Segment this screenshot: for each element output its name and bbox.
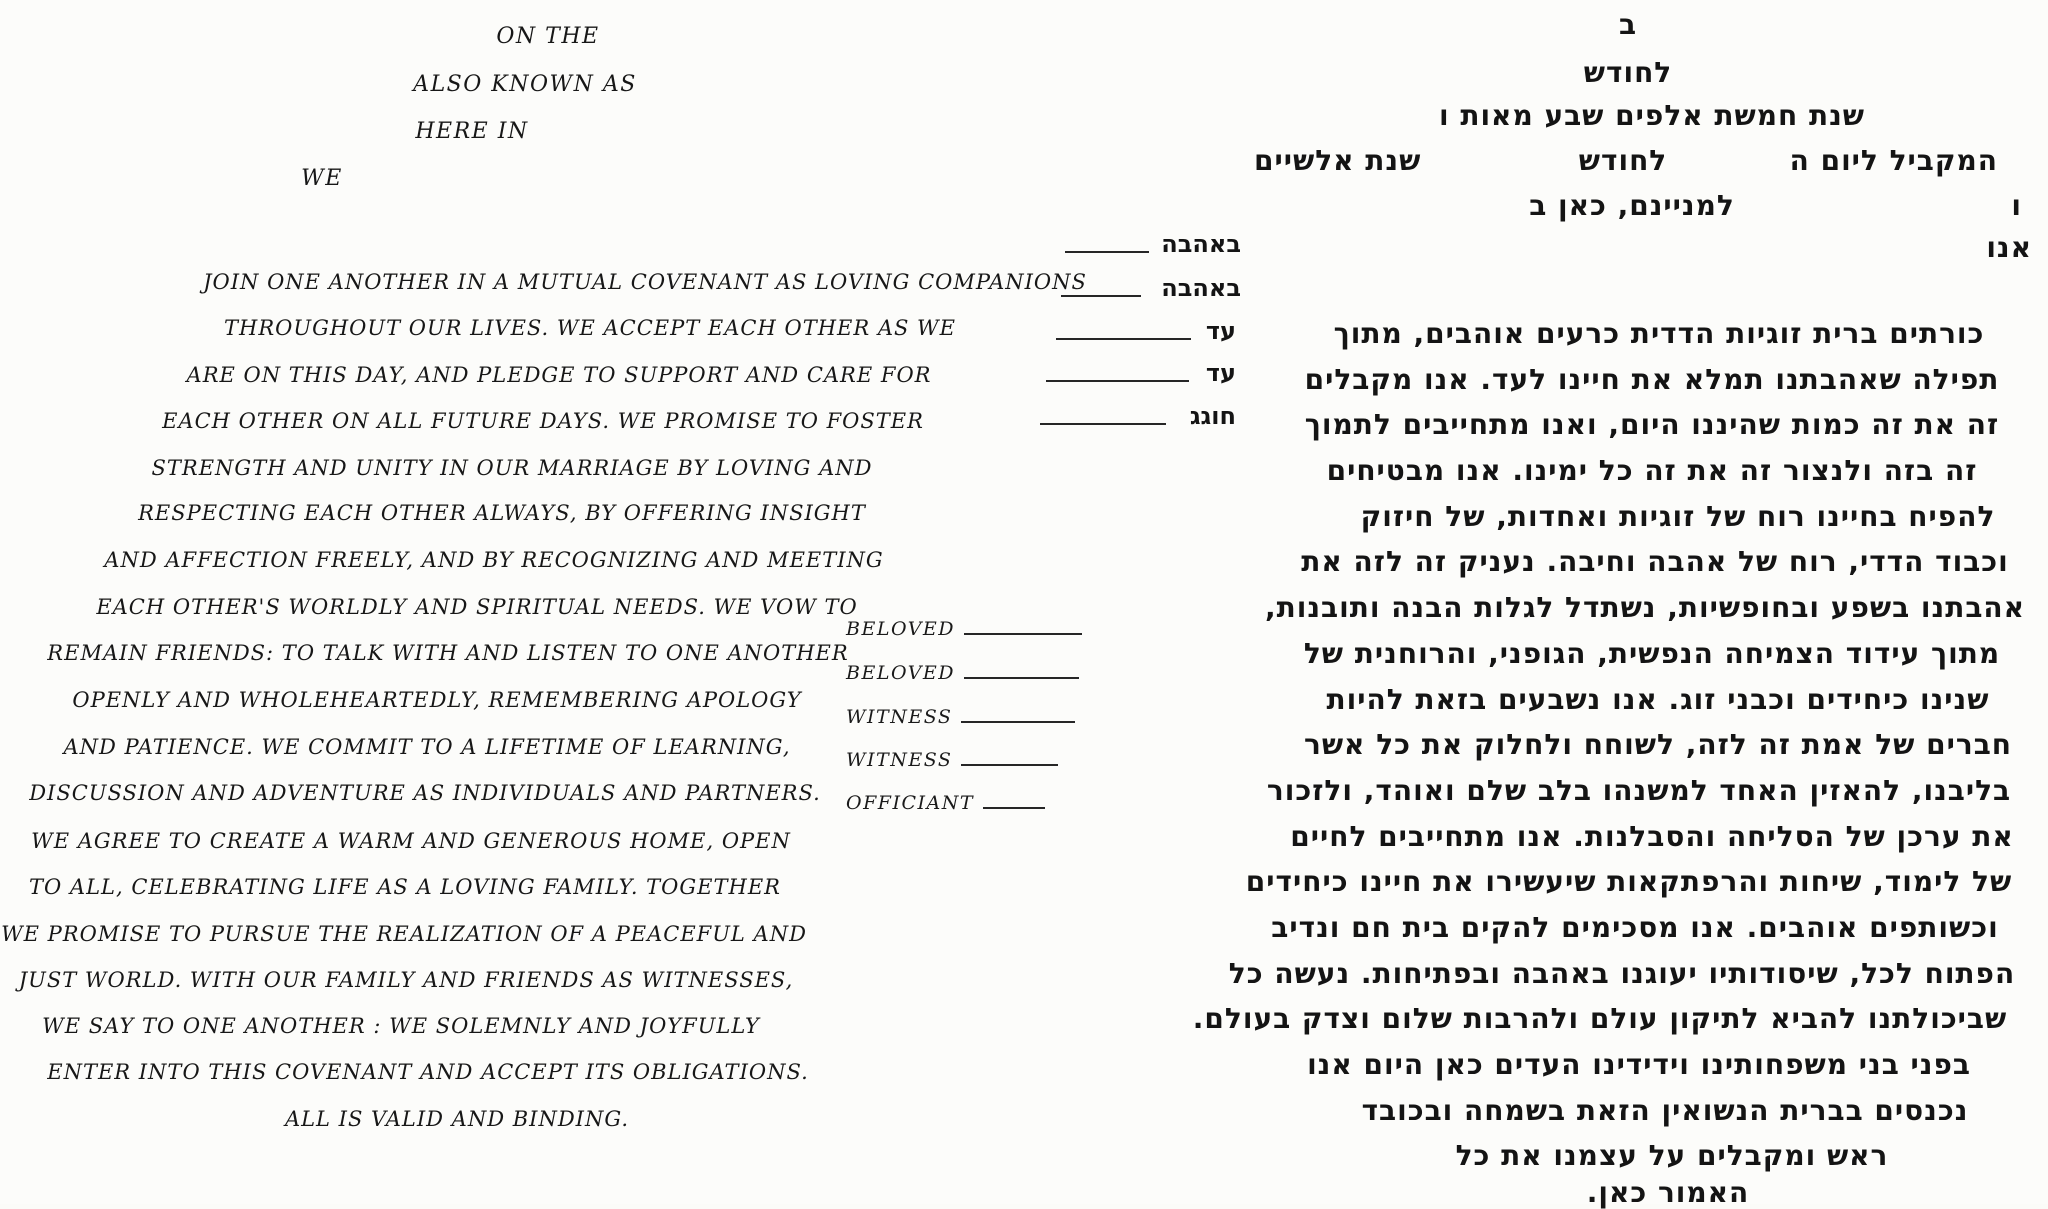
- hebrew-header-lachodesh-2: לחודש: [1578, 144, 1668, 177]
- hebrew-paragraph-line: וכבוד הדדי, רוח של אהבה וחיבה. נעניק זה לזה את: [1301, 545, 2009, 578]
- hebrew-paragraph-line: של לימוד, שיחות והרפתקאות שיעשירו את חיינו כיחידים: [1245, 865, 2013, 898]
- hebrew-header-corresponding-day: המקביל ליום ה: [1789, 144, 1998, 177]
- english-paragraph-line: WE PROMISE TO PURSUE THE REALIZATION OF A PEACEFUL AND: [1, 922, 807, 946]
- hebrew-paragraph-line: את ערכן של הסליחה והסבלנות. אנו מתחייבים לחיים: [1290, 820, 2014, 853]
- signature-row-officiant: [846, 792, 1045, 814]
- english-paragraph-line: JUST WORLD. WITH OUR FAMILY AND FRIENDS AS WITNESSES,: [18, 968, 794, 992]
- officiant-label-hebrew: חוגג: [1189, 402, 1236, 430]
- officiant-label: OFFICIANT: [846, 792, 975, 814]
- hebrew-paragraph-line: שביכולתנו להביא לתיקון עולם ולהרבות שלום וצדק בעולם.: [1192, 1002, 2008, 1035]
- with-love-label: באהבה: [1161, 230, 1241, 258]
- english-paragraph-line: AND PATIENCE. WE COMMIT TO A LIFETIME OF LEARNING,: [63, 735, 791, 759]
- hebrew-paragraph-line: להפיח בחיינו רוח של זוגיות ואחדות, של חיזוק: [1360, 500, 1996, 533]
- hebrew-signature-row-love-1: [1065, 230, 1241, 258]
- english-header-here-in: HERE IN: [415, 119, 529, 144]
- signature-row-witness-1: [846, 706, 1075, 728]
- beloved-label: BELOVED: [846, 662, 956, 684]
- witness-2-signature-line: [961, 750, 1058, 766]
- hebrew-beloved-2-signature-line: [1061, 285, 1141, 297]
- english-paragraph-line: ENTER INTO THIS COVENANT AND ACCEPT ITS OBLIGATIONS.: [47, 1060, 809, 1084]
- beloved-1-signature-line: [964, 619, 1082, 635]
- english-header-on-the: ON THE: [496, 24, 600, 49]
- hebrew-header-lachodesh: לחודש: [1583, 56, 1673, 89]
- witness-label-hebrew: עד: [1205, 359, 1236, 387]
- with-love-label: באהבה: [1161, 274, 1241, 302]
- hebrew-paragraph-line: ראש ומקבלים על עצמנו את כל: [1455, 1139, 1889, 1172]
- hebrew-header-secular-year: שנת אלשיים: [1254, 144, 1422, 177]
- witness-label: WITNESS: [846, 749, 953, 771]
- english-paragraph-line: OPENLY AND WHOLEHEARTEDLY, REMEMBERING APOLOGY: [72, 688, 802, 712]
- officiant-signature-line: [983, 793, 1045, 809]
- english-paragraph-line: RESPECTING EACH OTHER ALWAYS, BY OFFERING INSIGHT: [138, 501, 866, 525]
- hebrew-paragraph-line: בליבנו, להאזין האחד למשנהו בלב שלם ואוהד, ולזכור: [1266, 774, 2012, 807]
- english-header-also-known-as: ALSO KNOWN AS: [413, 72, 637, 97]
- hebrew-header-year-line: שנת חמשת אלפים שבע מאות ו: [1438, 99, 1866, 132]
- english-paragraph-line: AND AFFECTION FREELY, AND BY RECOGNIZING AND MEETING: [104, 548, 884, 572]
- english-paragraph-line: THROUGHOUT OUR LIVES. WE ACCEPT EACH OTHER AS WE: [224, 316, 956, 340]
- hebrew-officiant-signature-line: [1040, 413, 1166, 425]
- english-paragraph-line: REMAIN FRIENDS: TO TALK WITH AND LISTEN TO ONE ANOTHER: [47, 641, 849, 665]
- english-paragraph-line: JOIN ONE ANOTHER IN A MUTUAL COVENANT AS LOVING COMPANIONS: [203, 270, 1087, 294]
- hebrew-paragraph-line: נכנסים בברית הנשואין הזאת בשמחה ובכובד: [1361, 1094, 1969, 1127]
- hebrew-paragraph-line: זה בזה ולנצור זה את זה כל ימינו. אנו מבטיחים: [1326, 454, 1978, 487]
- english-paragraph-line: EACH OTHER ON ALL FUTURE DAYS. WE PROMISE TO FOSTER: [162, 409, 924, 433]
- english-paragraph-line: ALL IS VALID AND BINDING.: [284, 1107, 630, 1131]
- english-paragraph-line: DISCUSSION AND ADVENTURE AS INDIVIDUALS AND PARTNERS.: [29, 781, 821, 805]
- english-paragraph-line: STRENGTH AND UNITY IN OUR MARRIAGE BY LOVING AND: [151, 456, 873, 480]
- hebrew-header-bet: ב: [1618, 8, 1638, 41]
- hebrew-witness-2-signature-line: [1046, 370, 1189, 382]
- hebrew-paragraph-line: הפתוח לכל, שיסודותיו יעוגנו באהבה ובפתיחות. נעשה כל: [1228, 957, 2016, 990]
- beloved-label: BELOVED: [846, 618, 956, 640]
- hebrew-paragraph-line: שנינו כיחידים וכבני זוג. אנו נשבעים בזאת להיות: [1326, 683, 1990, 716]
- hebrew-paragraph-line: האמור כאן.: [1586, 1176, 1750, 1209]
- hebrew-signature-row-love-2: [1061, 274, 1241, 302]
- signature-row-beloved-1: [846, 618, 1082, 640]
- hebrew-signature-row-officiant: [1040, 402, 1236, 430]
- signature-row-witness-2: [846, 749, 1058, 771]
- hebrew-paragraph-line: תפילה שאהבתנו תמלא את חיינו לעד. אנו מקבלים: [1304, 363, 2000, 396]
- hebrew-paragraph-line: מתוך עידוד הצמיחה הנפשית, הגופני, והרוחנית של: [1303, 637, 2001, 670]
- beloved-2-signature-line: [964, 663, 1079, 679]
- english-paragraph-line: WE AGREE TO CREATE A WARM AND GENEROUS HOME, OPEN: [31, 829, 791, 853]
- signature-row-beloved-2: [846, 662, 1079, 684]
- hebrew-witness-1-signature-line: [1056, 328, 1191, 340]
- hebrew-signature-row-witness-1: [1056, 317, 1236, 345]
- hebrew-paragraph-line: אהבתנו בשפע ובחופשיות, נשתדל לגלות הבנה ותובנות,: [1264, 591, 2026, 624]
- english-paragraph-line: EACH OTHER'S WORLDLY AND SPIRITUAL NEEDS. WE VOW TO: [96, 595, 858, 619]
- hebrew-header-anu: אנו: [1986, 231, 2032, 264]
- english-paragraph-line: ARE ON THIS DAY, AND PLEDGE TO SUPPORT AND CARE FOR: [186, 363, 932, 387]
- hebrew-signature-row-witness-2: [1046, 359, 1236, 387]
- english-header-we: WE: [301, 166, 343, 191]
- hebrew-paragraph-line: כורתים ברית זוגיות הדדית כרעים אוהבים, מתוך: [1333, 317, 1985, 350]
- witness-label-hebrew: עד: [1205, 317, 1236, 345]
- hebrew-header-vav: ו: [2011, 189, 2022, 222]
- hebrew-beloved-1-signature-line: [1065, 241, 1149, 253]
- witness-1-signature-line: [961, 707, 1075, 723]
- english-paragraph-line: TO ALL, CELEBRATING LIFE AS A LOVING FAMILY. TOGETHER: [29, 875, 781, 899]
- hebrew-paragraph-line: בפני בני משפחותינו וידידינו העדים כאן היום אנו: [1307, 1048, 1971, 1081]
- witness-label: WITNESS: [846, 706, 953, 728]
- hebrew-header-count-here: למניינם, כאן ב: [1529, 189, 1735, 222]
- hebrew-paragraph-line: זה את זה כמות שהיננו היום, ואנו מתחייבים לתמוך: [1304, 408, 2000, 441]
- english-paragraph-line: WE SAY TO ONE ANOTHER : WE SOLEMNLY AND JOYFULLY: [42, 1014, 760, 1038]
- hebrew-paragraph-line: וכשותפים אוהבים. אנו מסכימים להקים בית חם ונדיב: [1271, 911, 1999, 944]
- hebrew-paragraph-line: חברים של אמת זה לזה, לשוחח ולחלוק את כל אשר: [1303, 728, 2013, 761]
